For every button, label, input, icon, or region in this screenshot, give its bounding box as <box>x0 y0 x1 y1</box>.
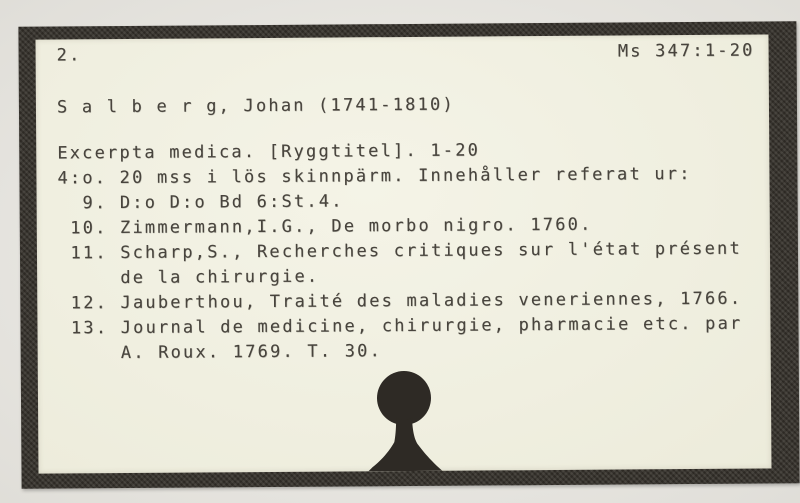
card-line: 10. Zimmermann,I.G., De morbo nigro. 1760. <box>57 214 593 239</box>
catalog-card <box>35 34 771 473</box>
card-line: 4:o. 20 mss i lös skinnpärm. Innehåller referat ur: <box>57 164 692 189</box>
punch-hole-icon <box>344 361 465 472</box>
author-heading: S a l b e r g, Johan (1741-1810) <box>56 94 455 118</box>
card-top-row <box>57 39 755 69</box>
card-line: 9. D:o D:o Bd 6:St.4. <box>57 191 344 214</box>
card-line: A. Roux. 1769. T. 30. <box>58 341 383 364</box>
card-mount-frame <box>18 21 799 488</box>
card-line: 13. Journal de medicine, chirurgie, pharmacie etc. par <box>58 313 743 339</box>
item-number: 2. <box>56 45 82 66</box>
shelfmark: Ms 347:1-20 <box>617 40 755 62</box>
card-line: de la chirurgie. <box>58 266 320 289</box>
card-line: Excerpta medica. [Ryggtitel]. 1-20 <box>57 140 481 164</box>
card-body <box>57 137 763 367</box>
card-line: 11. Scharp,S., Recherches critiques sur l'état présent <box>57 238 742 264</box>
card-line: 12. Jauberthou, Traité des maladies veneriennes, 1766. <box>58 288 743 314</box>
